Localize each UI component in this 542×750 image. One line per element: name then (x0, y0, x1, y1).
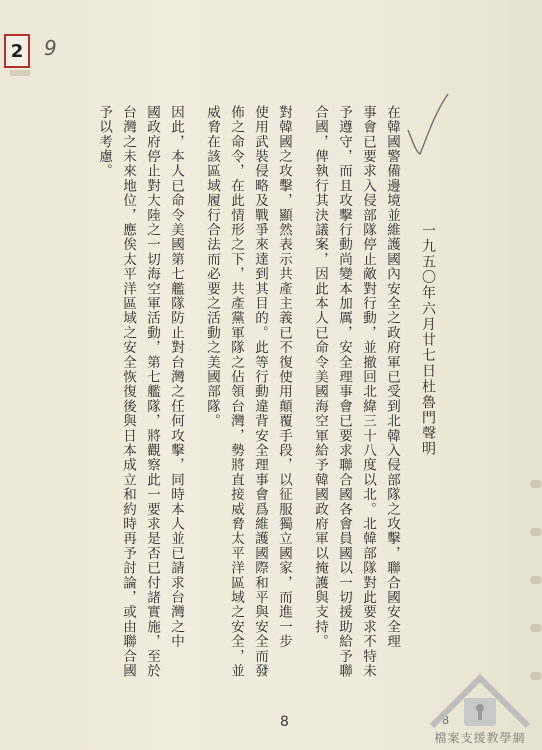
archive-watermark (424, 674, 536, 746)
binding-hole (530, 480, 542, 488)
binding-hole (530, 528, 542, 536)
binding-hole (530, 576, 542, 584)
binding-hole (530, 624, 542, 632)
text-column-5: 對韓國之攻擊，顯然表示共產主義已不復使用顛覆手段，以征服獨立國家，而進一步 (276, 105, 292, 649)
text-column-12: 予以考慮。 (96, 105, 112, 179)
text-column-9: 因此，本人已命令美國第七艦隊防止對台灣之任何攻擊，同時本人並已請求台灣之中 (168, 105, 184, 649)
page-number: 8 (280, 714, 289, 730)
handwritten-folio-number: 9 (44, 36, 57, 60)
text-column-6: 使用武裝侵略及戰爭來達到其目的。此等行動違背安全理事會爲維護國際和平與安全而發 (252, 105, 268, 679)
text-column-11: 台灣之未來地位，應俟太平洋區域之安全恢復後與日本成立和約時再予討論，或由聯合國 (120, 105, 136, 679)
page-tab-marker (4, 34, 30, 68)
text-column-8: 威脅在該區域履行合法而必要之活動之美國部隊。 (204, 105, 220, 429)
tab-shadow (10, 70, 30, 76)
watermark-text: 檔案支援教學網 (434, 731, 526, 745)
archive-logo-icon (424, 674, 536, 730)
page-number-small: 8 (442, 714, 449, 727)
text-column-2: 事會已要求入侵部隊停止敵對行動，並撤回北緯三十八度以北。北韓部隊對此要求不特未 (360, 105, 376, 679)
text-column-3: 予遵守，而且攻擊行動尚變本加厲，安全理事會已要求聯合國各會員國以一切援助給予聯 (336, 105, 352, 679)
document-title: 一九五〇年六月廿七日杜魯門聲明 (420, 223, 436, 457)
text-column-1: 在韓國警備邊境並維護國內安全之政府軍已受到北韓入侵部隊之攻擊，聯合國安全理 (384, 105, 400, 649)
text-column-7: 佈之命令，在此情形之下，共產黨軍隊之佔領台灣，勢將直接威脅太平洋區域之安全，並 (228, 105, 244, 679)
text-column-10: 國政府停止對大陸之一切海空軍活動，第七艦隊，將觀察此一要求是否已付諸實施，至於 (144, 105, 160, 679)
statement-text (40, 105, 440, 679)
tab-label: 2 (10, 40, 24, 62)
text-column-4: 合國，俾執行其決議案，因此本人已命令美國海空軍給予韓國政府軍以掩護與支持。 (312, 105, 328, 649)
